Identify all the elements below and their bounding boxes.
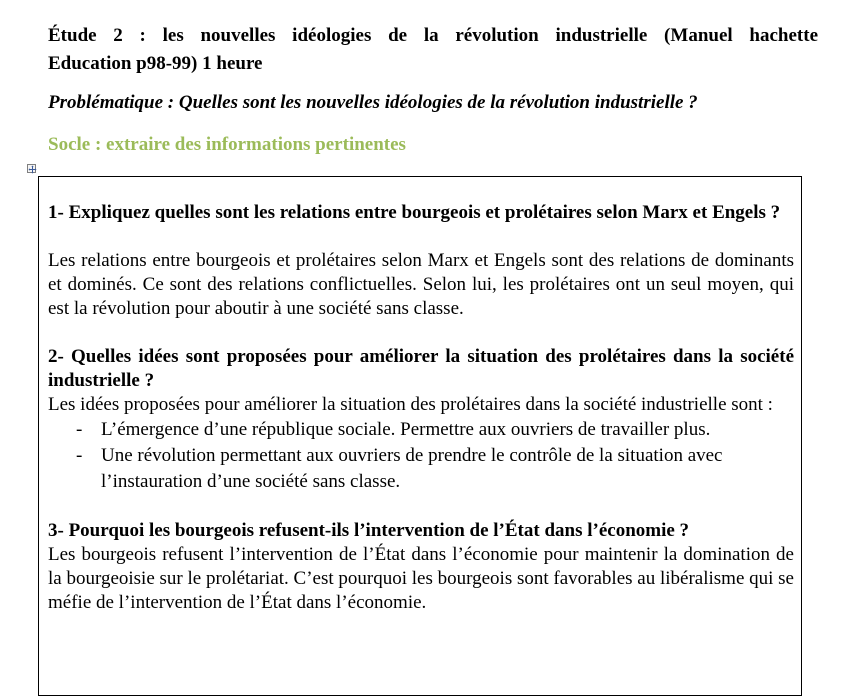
answer-2-list: [48, 417, 794, 495]
title-line-2: Education p98-99) 1 heure: [48, 53, 263, 74]
move-cross-icon[interactable]: [27, 164, 36, 173]
list-item: [48, 417, 794, 443]
answers-table-cell[interactable]: [48, 201, 794, 615]
question-3: 3- Pourquoi les bourgeois refusent-ils l’intervention de l’État dans l’économie ?: [48, 520, 690, 541]
list-item-text: L’émergence d’une république sociale. Permettre aux ouvriers de travailler plus.: [101, 419, 711, 440]
socle-heading: Socle : extraire des informations pertinentes: [48, 134, 406, 155]
answer-2: Les idées proposées pour améliorer la situation des prolétaires dans la société industrielle sont :: [48, 394, 773, 415]
list-item: [48, 443, 794, 495]
list-item-text: Une révolution permettant aux ouvriers de prendre le contrôle de la situation avec l’instauration d’une société sans classe.: [101, 445, 723, 492]
question-1: 1- Expliquez quelles sont les relations entre bourgeois et prolétaires selon Marx et Engels ?: [48, 202, 781, 223]
answer-3: Les bourgeois refusent l’intervention de l’État dans l’économie pour maintenir la domination de la bourgeoisie sur le prolétariat. C’est pourquoi les bourgeois sont favorables au libéralisme qui se méfie de l’intervention de l’État dans l’économie.: [48, 544, 794, 613]
answers-table: [38, 176, 802, 696]
problematique: Problématique : Quelles sont les nouvelles idéologies de la révolution industrielle ?: [48, 92, 698, 113]
bullet-dash: -: [76, 445, 83, 466]
bullet-dash: -: [76, 419, 83, 440]
answer-1: Les relations entre bourgeois et prolétaires selon Marx et Engels sont des relations de dominants et dominés. Ce sont des relations conflictuelles. Selon lui, les prolétaires ont un seul moyen, qui est la révolution pour aboutir à une société sans classe.: [48, 250, 794, 319]
question-2: 2- Quelles idées sont proposées pour améliorer la situation des prolétaires dans la société industrielle ?: [48, 346, 794, 391]
document-title: [48, 22, 818, 78]
title-line-1: Étude 2 : les nouvelles idéologies de la révolution industrielle (Manuel hachette: [48, 25, 818, 46]
